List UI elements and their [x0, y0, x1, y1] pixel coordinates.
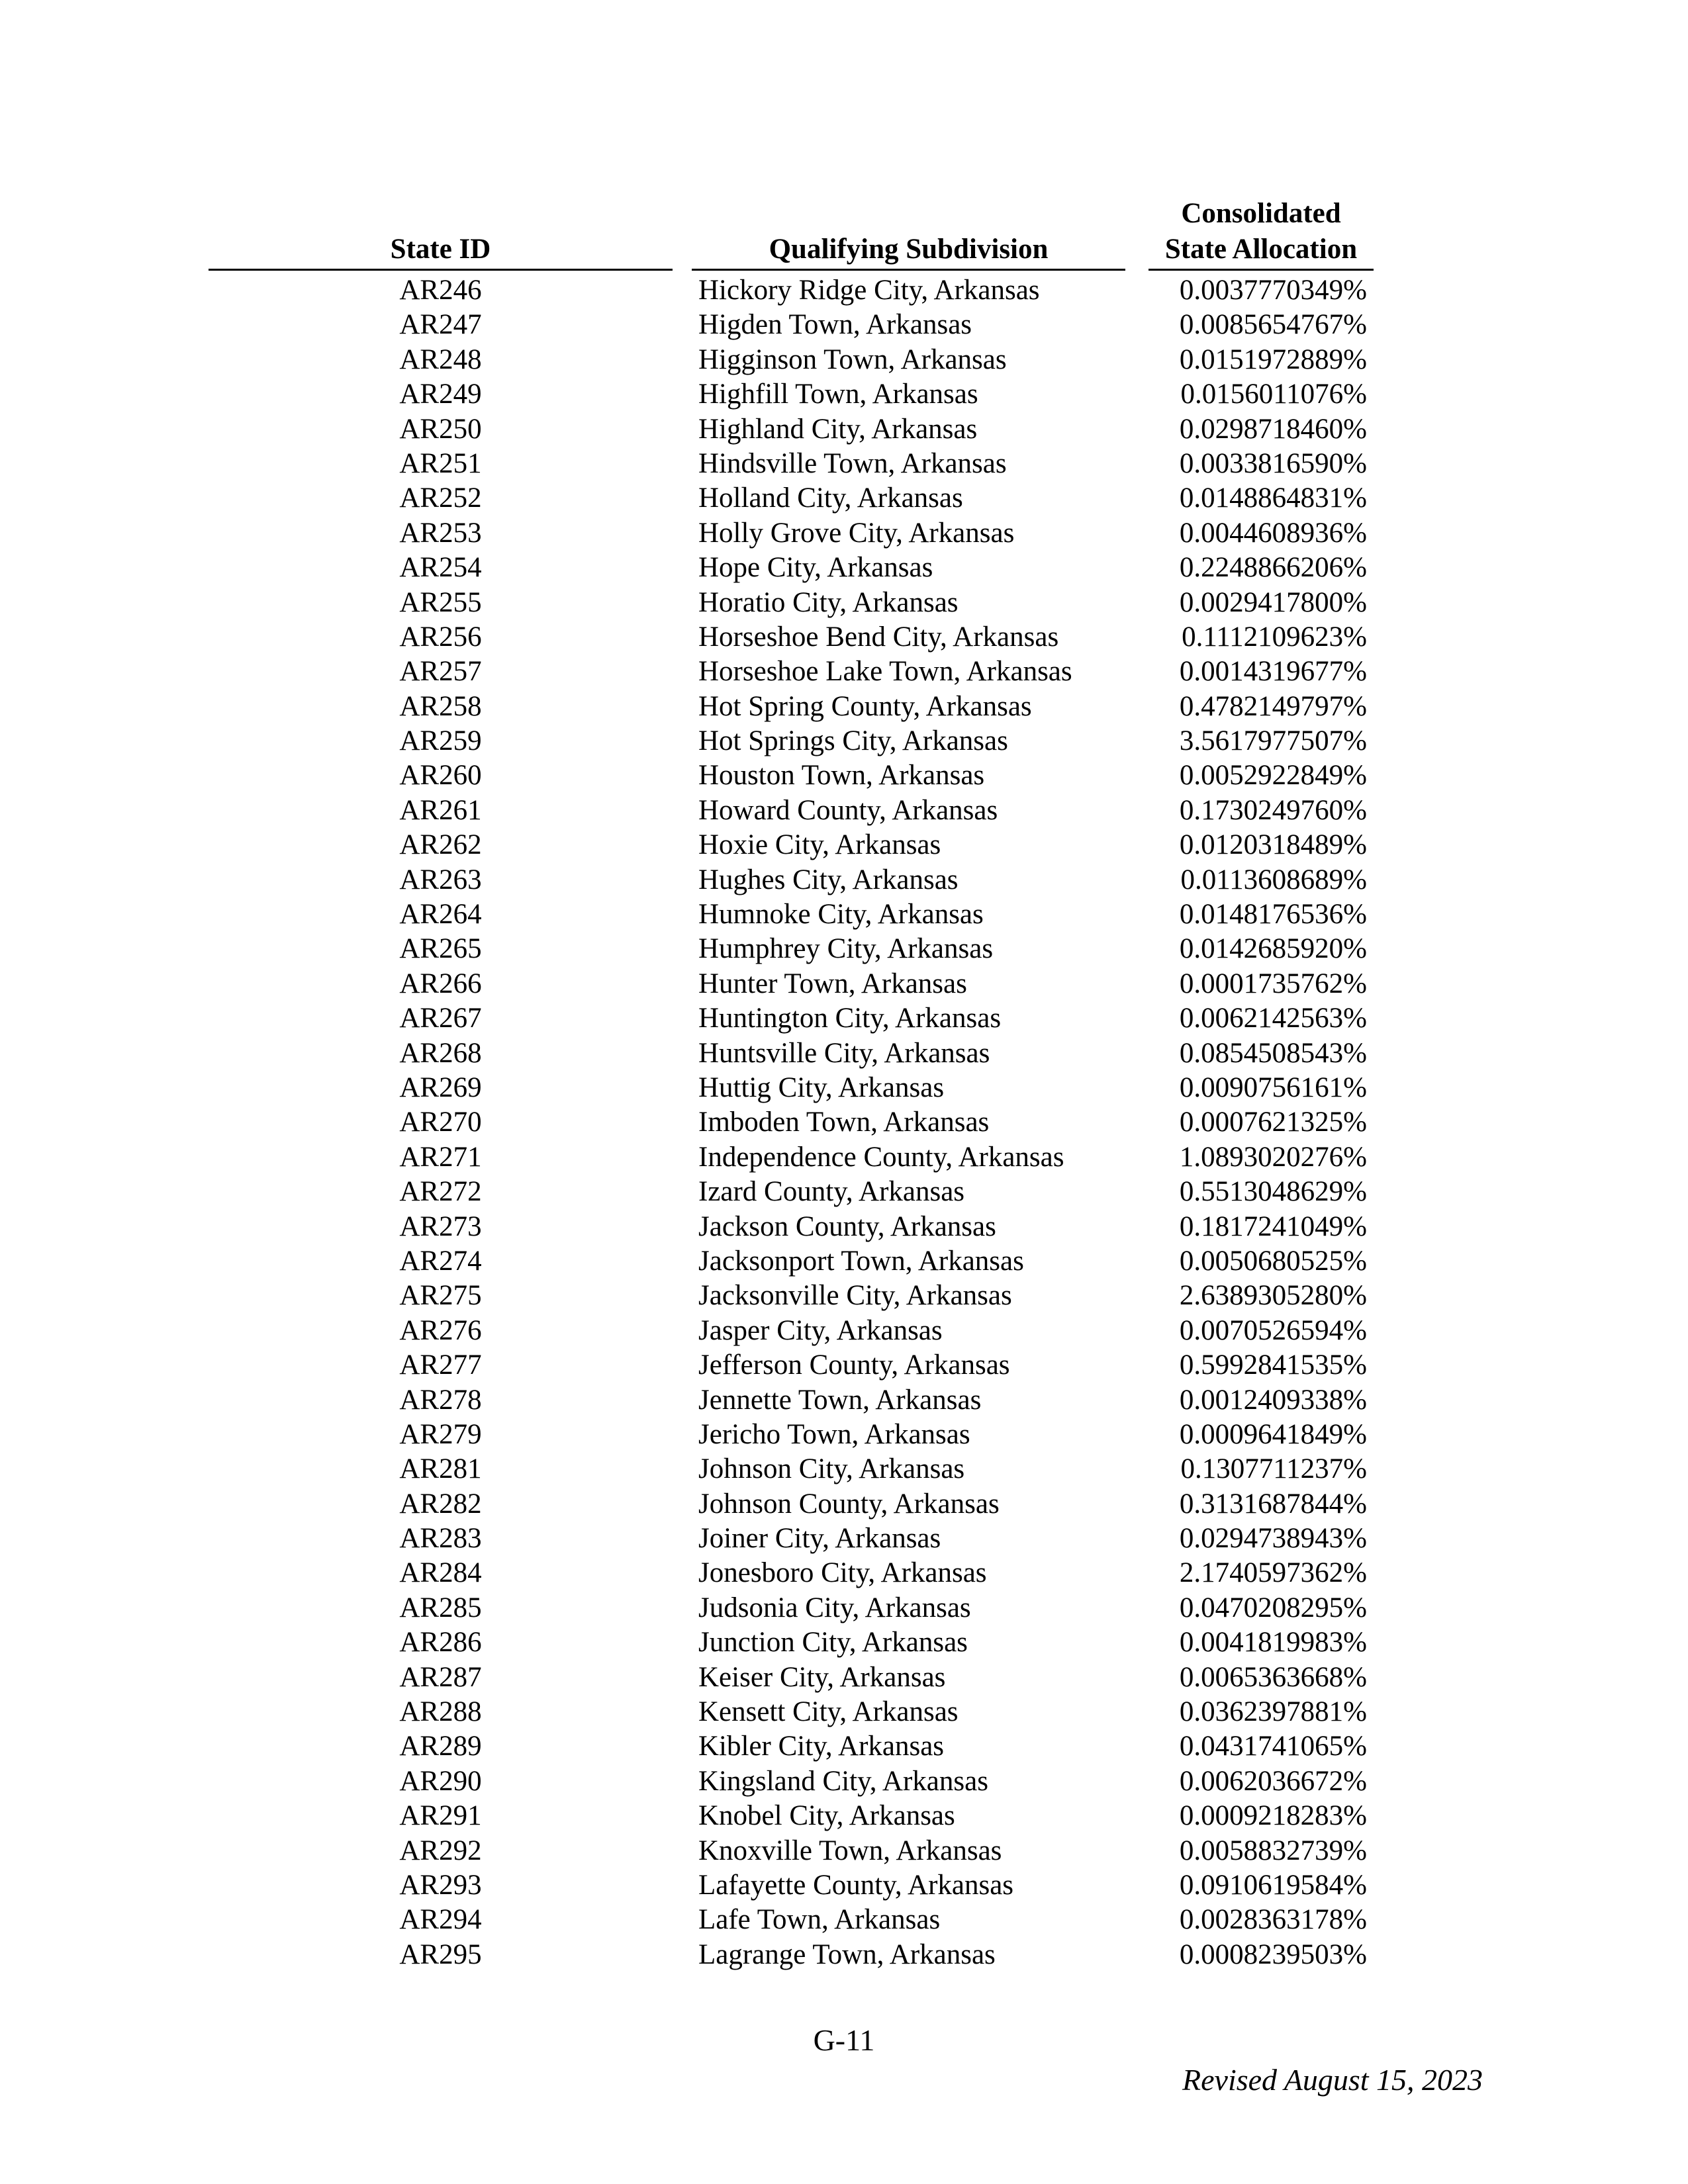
state-id-cell: AR254	[399, 552, 482, 584]
state-id-cell: AR259	[399, 725, 482, 757]
state-id-cell: AR290	[399, 1765, 482, 1797]
allocation-cell: 0.0001735762%	[1179, 968, 1367, 999]
subdivision-cell: Kingsland City, Arkansas	[698, 1765, 988, 1797]
state-id-cell: AR248	[399, 343, 482, 375]
allocation-cell: 0.1112109623%	[1182, 621, 1367, 653]
subdivision-cell: Hughes City, Arkansas	[698, 864, 959, 895]
subdivision-cell: Johnson City, Arkansas	[698, 1453, 965, 1485]
state-id-cell: AR286	[399, 1627, 482, 1659]
subdivision-cell: Lafe Town, Arkansas	[698, 1904, 941, 1936]
subdivision-cell: Hot Springs City, Arkansas	[698, 725, 1008, 757]
allocation-cell: 0.0062142563%	[1179, 1003, 1367, 1034]
subdivision-cell: Houston Town, Arkansas	[698, 760, 985, 792]
state-id-cell: AR250	[399, 413, 482, 445]
subdivision-cell: Horseshoe Lake Town, Arkansas	[698, 656, 1072, 688]
subdivision-cell: Humphrey City, Arkansas	[698, 933, 994, 965]
subdivision-cell: Johnson County, Arkansas	[698, 1488, 1000, 1520]
allocation-cell: 0.0009218283%	[1179, 1800, 1367, 1832]
allocation-cell: 3.5617977507%	[1179, 725, 1367, 757]
allocation-cell: 0.0065363668%	[1179, 1661, 1367, 1693]
allocation-cell: 0.0085654767%	[1179, 309, 1367, 341]
table-row	[0, 1279, 1688, 1313]
allocation-cell: 0.0007621325%	[1179, 1107, 1367, 1138]
allocation-cell: 0.0431741065%	[1179, 1731, 1367, 1762]
allocation-cell: 0.0120318489%	[1179, 829, 1367, 861]
table-row	[0, 828, 1688, 862]
table-row	[0, 897, 1688, 932]
state-id-cell: AR270	[399, 1107, 482, 1138]
table-row	[0, 1418, 1688, 1452]
state-id-cell: AR285	[399, 1592, 482, 1623]
table-row	[0, 655, 1688, 689]
subdivision-cell: Jericho Town, Arkansas	[698, 1418, 970, 1450]
table-row	[0, 481, 1688, 516]
table-row	[0, 447, 1688, 481]
table-row	[0, 1036, 1688, 1071]
state-id-cell: AR268	[399, 1037, 482, 1069]
table-row	[0, 343, 1688, 377]
table-row	[0, 377, 1688, 412]
state-id-cell: AR278	[399, 1384, 482, 1416]
allocation-cell: 0.0910619584%	[1179, 1869, 1367, 1901]
table-row	[0, 1729, 1688, 1764]
allocation-cell: 0.0033816590%	[1179, 447, 1367, 479]
state-id-cell: AR261	[399, 794, 482, 826]
allocation-cell: 0.1307711237%	[1180, 1453, 1367, 1485]
state-id-cell: AR263	[399, 864, 482, 895]
subdivision-cell: Huntsville City, Arkansas	[698, 1037, 990, 1069]
allocation-cell: 2.1740597362%	[1179, 1557, 1367, 1589]
subdivision-cell: Independence County, Arkansas	[698, 1141, 1064, 1173]
allocation-table	[0, 273, 1688, 1972]
table-row	[0, 1210, 1688, 1244]
state-id-cell: AR249	[399, 379, 482, 410]
table-row	[0, 586, 1688, 620]
state-id-cell: AR282	[399, 1488, 482, 1520]
subdivision-cell: Jonesboro City, Arkansas	[698, 1557, 987, 1589]
allocation-cell: 0.0148864831%	[1179, 482, 1367, 514]
allocation-cell: 0.5992841535%	[1179, 1349, 1367, 1381]
table-row	[0, 967, 1688, 1001]
column-header-qualifying-subdivision: Qualifying Subdivision	[692, 232, 1125, 271]
allocation-cell: 0.4782149797%	[1179, 690, 1367, 722]
state-id-cell: AR295	[399, 1938, 482, 1970]
table-row	[0, 1244, 1688, 1279]
table-row	[0, 1591, 1688, 1625]
state-id-cell: AR289	[399, 1731, 482, 1762]
state-id-cell: AR266	[399, 968, 482, 999]
table-row	[0, 1695, 1688, 1729]
column-header-allocation-line2: State Allocation	[1164, 234, 1358, 265]
table-row	[0, 1487, 1688, 1522]
table-row	[0, 1105, 1688, 1140]
subdivision-cell: Horseshoe Bend City, Arkansas	[698, 621, 1059, 653]
allocation-cell: 0.0148176536%	[1179, 899, 1367, 931]
state-id-cell: AR271	[399, 1141, 482, 1173]
subdivision-cell: Lagrange Town, Arkansas	[698, 1938, 996, 1970]
subdivision-cell: Hope City, Arkansas	[698, 552, 933, 584]
state-id-cell: AR281	[399, 1453, 482, 1485]
state-id-cell: AR264	[399, 899, 482, 931]
subdivision-cell: Holland City, Arkansas	[698, 482, 963, 514]
allocation-cell: 0.0062036672%	[1179, 1765, 1367, 1797]
table-row	[0, 412, 1688, 447]
state-id-cell: AR255	[399, 586, 482, 618]
subdivision-cell: Humnoke City, Arkansas	[698, 899, 984, 931]
allocation-cell: 0.0058832739%	[1179, 1835, 1367, 1866]
state-id-cell: AR260	[399, 760, 482, 792]
table-row	[0, 620, 1688, 655]
allocation-cell: 0.0044608936%	[1179, 517, 1367, 549]
subdivision-cell: Horatio City, Arkansas	[698, 586, 959, 618]
allocation-cell: 0.0008239503%	[1179, 1938, 1367, 1970]
state-id-cell: AR267	[399, 1003, 482, 1034]
state-id-cell: AR246	[399, 275, 482, 306]
subdivision-cell: Jasper City, Arkansas	[698, 1314, 943, 1346]
table-row	[0, 1314, 1688, 1348]
table-row	[0, 932, 1688, 966]
subdivision-cell: Howard County, Arkansas	[698, 794, 998, 826]
allocation-cell: 0.0028363178%	[1179, 1904, 1367, 1936]
table-row	[0, 273, 1688, 308]
table-row	[0, 1625, 1688, 1660]
allocation-cell: 0.5513048629%	[1179, 1176, 1367, 1208]
subdivision-cell: Huttig City, Arkansas	[698, 1071, 945, 1103]
table-row	[0, 1348, 1688, 1383]
table-row	[0, 863, 1688, 897]
allocation-cell: 0.0142685920%	[1179, 933, 1367, 965]
state-id-cell: AR287	[399, 1661, 482, 1693]
subdivision-cell: Kensett City, Arkansas	[698, 1696, 959, 1728]
table-row	[0, 1764, 1688, 1799]
state-id-cell: AR288	[399, 1696, 482, 1728]
subdivision-cell: Kibler City, Arkansas	[698, 1731, 945, 1762]
table-row	[0, 1938, 1688, 1972]
state-id-cell: AR253	[399, 517, 482, 549]
state-id-cell: AR265	[399, 933, 482, 965]
table-row	[0, 1556, 1688, 1590]
subdivision-cell: Higginson Town, Arkansas	[698, 343, 1007, 375]
subdivision-cell: Hindsville Town, Arkansas	[698, 447, 1007, 479]
state-id-cell: AR277	[399, 1349, 482, 1381]
allocation-cell: 0.0470208295%	[1179, 1592, 1367, 1623]
subdivision-cell: Judsonia City, Arkansas	[698, 1592, 971, 1623]
allocation-cell: 1.0893020276%	[1179, 1141, 1367, 1173]
table-row	[0, 794, 1688, 828]
allocation-cell: 0.0113608689%	[1180, 864, 1367, 895]
state-id-cell: AR283	[399, 1523, 482, 1555]
subdivision-cell: Higden Town, Arkansas	[698, 309, 972, 341]
table-header	[0, 192, 1688, 271]
allocation-cell: 0.0012409338%	[1179, 1384, 1367, 1416]
allocation-cell: 0.0362397881%	[1179, 1696, 1367, 1728]
allocation-cell: 0.0294738943%	[1179, 1523, 1367, 1555]
table-row	[0, 516, 1688, 551]
table-row	[0, 1868, 1688, 1903]
table-row	[0, 1140, 1688, 1175]
allocation-cell: 0.0090756161%	[1179, 1071, 1367, 1103]
allocation-cell: 0.0014319677%	[1179, 656, 1367, 688]
state-id-cell: AR257	[399, 656, 482, 688]
table-row	[0, 1452, 1688, 1486]
table-row	[0, 551, 1688, 585]
subdivision-cell: Highland City, Arkansas	[698, 413, 978, 445]
table-row	[0, 724, 1688, 758]
state-id-cell: AR252	[399, 482, 482, 514]
table-row	[0, 1071, 1688, 1105]
page-number: G-11	[813, 2023, 875, 2057]
state-id-cell: AR284	[399, 1557, 482, 1589]
table-row	[0, 1383, 1688, 1418]
allocation-cell: 0.3131687844%	[1179, 1488, 1367, 1520]
allocation-cell: 0.0009641849%	[1179, 1418, 1367, 1450]
allocation-cell: 0.1730249760%	[1179, 794, 1367, 826]
allocation-cell: 0.0156011076%	[1180, 379, 1367, 410]
column-header-allocation-line1: Consolidated	[1181, 198, 1341, 229]
table-row	[0, 308, 1688, 342]
subdivision-cell: Hunter Town, Arkansas	[698, 968, 967, 999]
state-id-cell: AR275	[399, 1280, 482, 1312]
column-header-state-id: State ID	[209, 232, 673, 271]
revision-date: Revised August 15, 2023	[1182, 2063, 1483, 2097]
subdivision-cell: Hickory Ridge City, Arkansas	[698, 275, 1040, 306]
allocation-cell: 0.0854508543%	[1179, 1037, 1367, 1069]
allocation-cell: 2.6389305280%	[1179, 1280, 1367, 1312]
allocation-cell: 0.0029417800%	[1179, 586, 1367, 618]
table-row	[0, 1522, 1688, 1556]
state-id-cell: AR247	[399, 309, 482, 341]
table-row	[0, 1903, 1688, 1937]
subdivision-cell: Jefferson County, Arkansas	[698, 1349, 1010, 1381]
subdivision-cell: Keiser City, Arkansas	[698, 1661, 946, 1693]
subdivision-cell: Holly Grove City, Arkansas	[698, 517, 1015, 549]
state-id-cell: AR258	[399, 690, 482, 722]
state-id-cell: AR269	[399, 1071, 482, 1103]
state-id-cell: AR251	[399, 447, 482, 479]
subdivision-cell: Highfill Town, Arkansas	[698, 379, 978, 410]
table-row	[0, 1175, 1688, 1209]
subdivision-cell: Jacksonville City, Arkansas	[698, 1280, 1012, 1312]
allocation-cell: 0.0151972889%	[1179, 343, 1367, 375]
subdivision-cell: Junction City, Arkansas	[698, 1627, 968, 1659]
allocation-cell: 0.0037770349%	[1179, 275, 1367, 306]
state-id-cell: AR256	[399, 621, 482, 653]
subdivision-cell: Jackson County, Arkansas	[698, 1210, 996, 1242]
table-row	[0, 758, 1688, 793]
state-id-cell: AR274	[399, 1245, 482, 1277]
state-id-cell: AR292	[399, 1835, 482, 1866]
subdivision-cell: Jacksonport Town, Arkansas	[698, 1245, 1024, 1277]
table-row	[0, 1661, 1688, 1695]
subdivision-cell: Hot Spring County, Arkansas	[698, 690, 1032, 722]
allocation-cell: 0.1817241049%	[1179, 1210, 1367, 1242]
table-row	[0, 1001, 1688, 1036]
table-row	[0, 1799, 1688, 1833]
state-id-cell: AR262	[399, 829, 482, 861]
subdivision-cell: Knobel City, Arkansas	[698, 1800, 955, 1832]
subdivision-cell: Huntington City, Arkansas	[698, 1003, 1002, 1034]
subdivision-cell: Imboden Town, Arkansas	[698, 1107, 990, 1138]
state-id-cell: AR273	[399, 1210, 482, 1242]
subdivision-cell: Hoxie City, Arkansas	[698, 829, 941, 861]
state-id-cell: AR279	[399, 1418, 482, 1450]
subdivision-cell: Joiner City, Arkansas	[698, 1523, 941, 1555]
state-id-cell: AR291	[399, 1800, 482, 1832]
table-row	[0, 1834, 1688, 1868]
allocation-cell: 0.0050680525%	[1179, 1245, 1367, 1277]
state-id-cell: AR293	[399, 1869, 482, 1901]
allocation-cell: 0.0052922849%	[1179, 760, 1367, 792]
allocation-cell: 0.0070526594%	[1179, 1314, 1367, 1346]
subdivision-cell: Izard County, Arkansas	[698, 1176, 965, 1208]
subdivision-cell: Lafayette County, Arkansas	[698, 1869, 1014, 1901]
column-header-consolidated-state-allocation	[1149, 196, 1374, 271]
subdivision-cell: Knoxville Town, Arkansas	[698, 1835, 1002, 1866]
state-id-cell: AR272	[399, 1176, 482, 1208]
state-id-cell: AR294	[399, 1904, 482, 1936]
subdivision-cell: Jennette Town, Arkansas	[698, 1384, 982, 1416]
state-id-cell: AR276	[399, 1314, 482, 1346]
allocation-cell: 0.2248866206%	[1179, 552, 1367, 584]
table-row	[0, 690, 1688, 724]
allocation-cell: 0.0041819983%	[1179, 1627, 1367, 1659]
allocation-cell: 0.0298718460%	[1179, 413, 1367, 445]
